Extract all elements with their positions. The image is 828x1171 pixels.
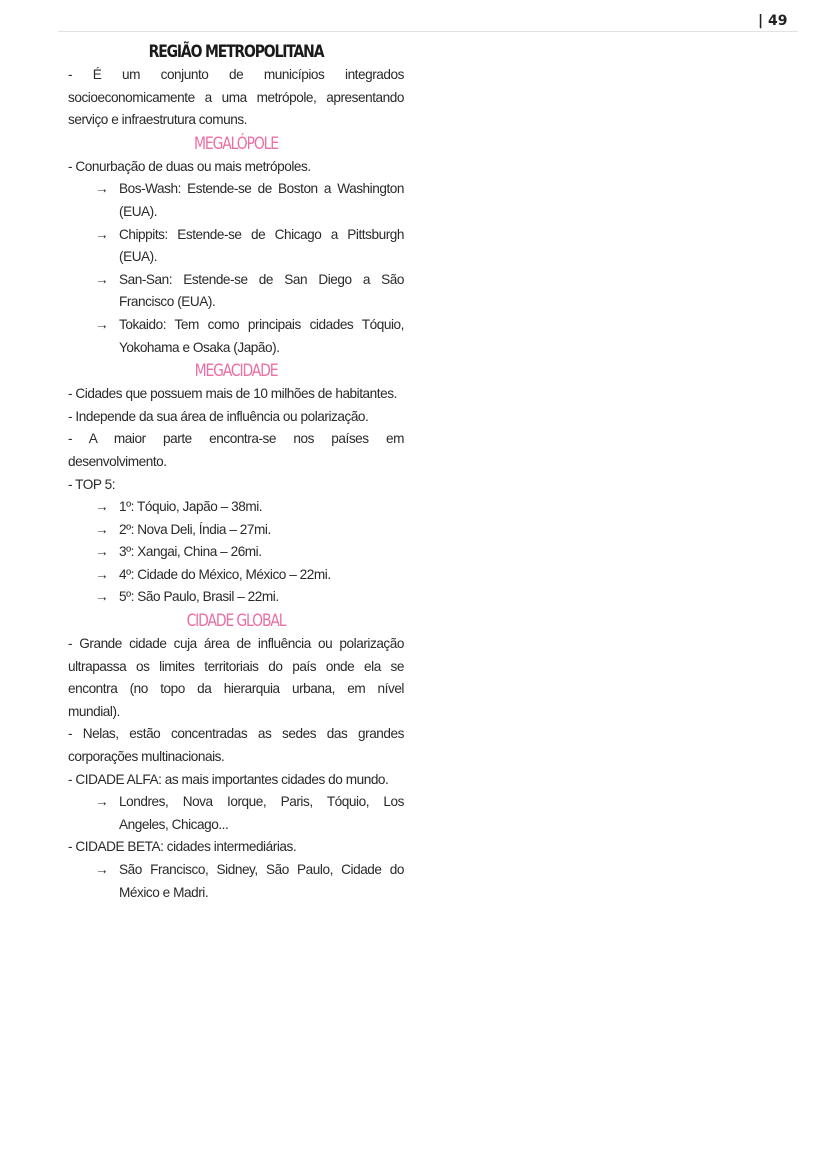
- line-text: Tokaido: Tem como principais cidades Tóquio,: [119, 316, 404, 332]
- text-line: [68, 109, 404, 132]
- page-number: | 49: [758, 13, 788, 29]
- line-text: socioeconomicamente a uma metrópole, apresentando: [68, 89, 404, 105]
- text-line: [68, 723, 404, 746]
- text-line: [68, 406, 404, 429]
- section: [68, 40, 404, 132]
- line-text: 1º: Tóquio, Japão – 38mi.: [119, 499, 263, 515]
- text-line: [68, 87, 404, 110]
- line-text: San-San: Estende-se de San Diego a São: [119, 271, 404, 287]
- line-text: São Francisco, Sidney, São Paulo, Cidade do: [119, 862, 404, 877]
- section: [68, 359, 404, 609]
- text-line: [68, 64, 404, 87]
- bullet-item-line: [68, 564, 404, 587]
- bullet-item-line: [68, 178, 404, 201]
- text-line: [68, 337, 404, 360]
- text-line: [68, 701, 404, 724]
- bullet-item-line: [68, 314, 404, 337]
- text-line: [68, 836, 404, 859]
- text-line: [68, 383, 404, 406]
- text-line: [68, 291, 404, 314]
- line-text: mundial).: [68, 703, 120, 719]
- line-text: - É um conjunto de municípios integrados: [68, 67, 404, 82]
- line-text: - Grande cidade cuja área de influência ou polarização: [68, 636, 404, 652]
- bullet-item-line: [68, 496, 404, 519]
- bullet-item-line: [68, 586, 404, 609]
- arrow-right-icon: →: [95, 271, 109, 287]
- line-text: corporações multinacionais.: [68, 749, 225, 765]
- line-text: desenvolvimento.: [68, 453, 167, 469]
- section-heading: MEGACIDADE: [194, 361, 278, 382]
- line-text: - CIDADE BETA: cidades intermediárias.: [68, 839, 297, 855]
- line-text: Bos-Wash: Estende-se de Boston a Washington: [119, 181, 404, 197]
- section-heading: CIDADE GLOBAL: [186, 611, 286, 632]
- text-line: [68, 633, 404, 656]
- line-text: - Independe da sua área de influência ou polarização.: [68, 408, 369, 424]
- line-text: - Cidades que possuem mais de 10 milhões de habitantes.: [68, 386, 397, 402]
- text-line: [68, 201, 404, 224]
- arrow-right-icon: →: [95, 566, 109, 582]
- bullet-item-line: [68, 859, 404, 882]
- arrow-right-icon: →: [95, 862, 109, 877]
- text-line: [68, 246, 404, 269]
- bullet-item-line: [68, 541, 404, 564]
- section-heading: REGIÃO METROPOLITANA: [148, 42, 324, 62]
- arrow-right-icon: →: [95, 226, 109, 242]
- line-text: 4º: Cidade do México, México – 22mi.: [119, 566, 331, 582]
- line-text: 3º: Xangai, China – 26mi.: [119, 544, 262, 560]
- line-text: Chippits: Estende-se de Chicago a Pittsburgh: [119, 226, 404, 242]
- line-text: - CIDADE ALFA: as mais importantes cidades do mundo.: [68, 771, 389, 787]
- arrow-right-icon: →: [95, 544, 109, 560]
- text-line: [68, 746, 404, 769]
- line-text: Londres, Nova Iorque, Paris, Tóquio, Los: [119, 794, 404, 810]
- text-line: [68, 656, 404, 679]
- line-text: encontra (no topo da hierarquia urbana, em nível: [68, 681, 404, 697]
- line-text: (EUA).: [119, 249, 158, 265]
- header-divider: [58, 31, 798, 32]
- line-text: (EUA).: [119, 203, 158, 219]
- text-line: [68, 474, 404, 497]
- line-text: Francisco (EUA).: [119, 294, 216, 310]
- text-line: [68, 678, 404, 701]
- line-text: Angeles, Chicago...: [119, 816, 229, 832]
- text-line: [68, 769, 404, 792]
- line-text: - TOP 5:: [68, 476, 116, 492]
- arrow-right-icon: →: [95, 794, 109, 810]
- text-line: [68, 451, 404, 474]
- line-text: ultrapassa os limites territoriais do país onde ela se: [68, 658, 404, 674]
- section-heading: MEGALÓPOLE: [194, 133, 278, 154]
- line-text: serviço e infraestrutura comuns.: [68, 112, 248, 128]
- arrow-right-icon: →: [95, 499, 109, 515]
- arrow-right-icon: →: [95, 521, 109, 537]
- arrow-right-icon: →: [95, 181, 109, 197]
- text-line: [68, 814, 404, 837]
- text-line: [68, 882, 404, 905]
- section: [68, 609, 404, 904]
- section: [68, 132, 404, 359]
- line-text: - Conurbação de duas ou mais metrópoles.: [68, 158, 311, 174]
- arrow-right-icon: →: [95, 589, 109, 605]
- line-text: México e Madri.: [119, 884, 209, 900]
- text-line: [68, 156, 404, 179]
- bullet-item-line: [68, 519, 404, 542]
- text-line: [68, 428, 404, 451]
- document-column: [68, 40, 404, 904]
- bullet-item-line: [68, 791, 404, 814]
- arrow-right-icon: →: [95, 316, 109, 332]
- line-text: - Nelas, estão concentradas as sedes das grandes: [68, 726, 404, 742]
- line-text: - A maior parte encontra-se nos países em: [68, 431, 404, 447]
- bullet-item-line: [68, 269, 404, 292]
- line-text: 2º: Nova Deli, Índia – 27mi.: [119, 521, 271, 537]
- bullet-item-line: [68, 224, 404, 247]
- line-text: Yokohama e Osaka (Japão).: [119, 339, 280, 355]
- line-text: 5º: São Paulo, Brasil – 22mi.: [119, 589, 279, 605]
